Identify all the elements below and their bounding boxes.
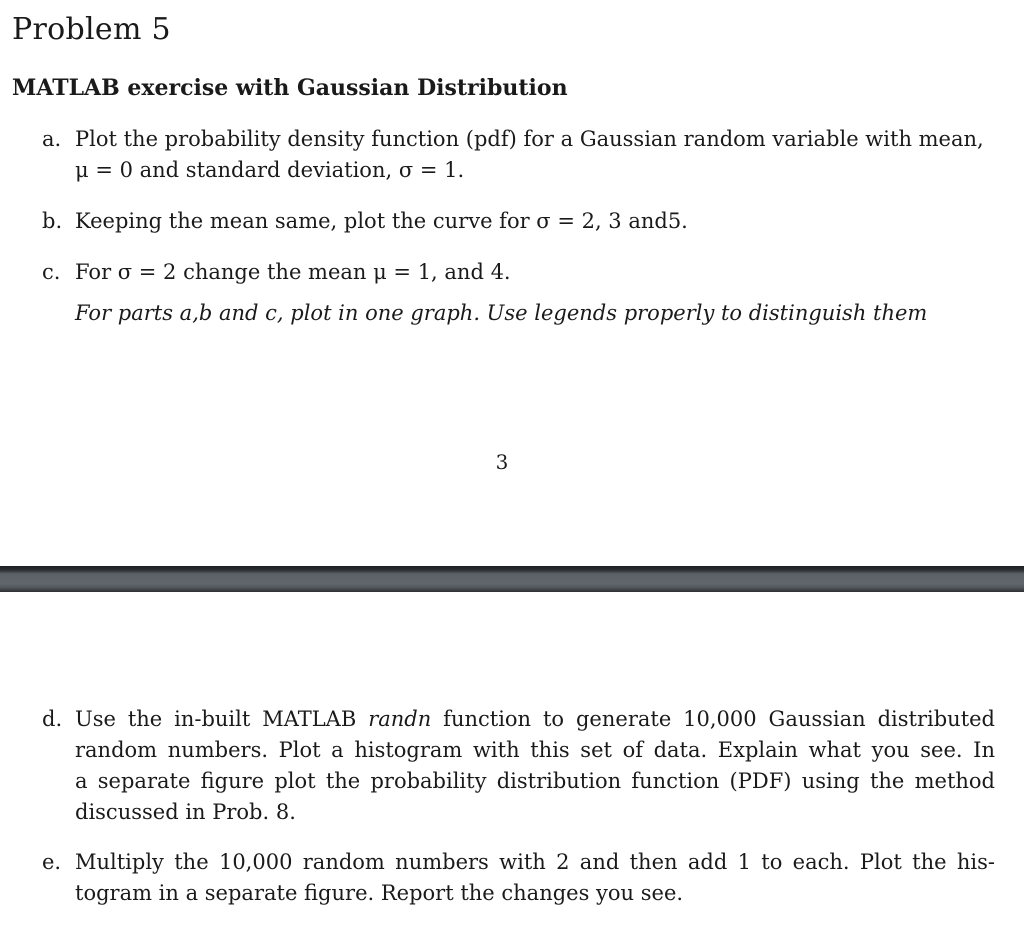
list-item-b-line-1: Keeping the mean same, plot the curve for σ = 2, 3 and5. [75,209,688,233]
list-item-d-line-2: random numbers. Plot a histogram with this set of data. Explain what you see. In [75,738,995,762]
list-item-b [42,206,1002,237]
page-divider [0,566,1024,592]
list-item-d-line-1 [75,704,995,735]
list-item-c-line-1: For σ = 2 change the mean μ = 1, and 4. [75,260,511,284]
section-title: MATLAB exercise with Gaussian Distribution [12,75,568,101]
page-number: 3 [495,450,509,474]
list-marker-e: e. [42,850,62,874]
list-item-a-line-2: μ = 0 and standard deviation, σ = 1. [75,158,465,182]
list-item-d-line-3: a separate figure plot the probability distribution function (PDF) using the method [75,769,995,793]
list-item-d-text [75,704,995,828]
list-marker-d: d. [42,707,63,731]
list-item-d-line-1-post: function to generate 10,000 Gaussian distributed [431,707,996,731]
list-item-a-text [75,124,995,186]
list-item-e-text [75,847,995,909]
list-marker-a: a. [42,127,62,151]
list-marker-c: c. [42,260,61,284]
list-item-a [42,124,1002,186]
problem-title: Problem 5 [12,12,171,47]
randn-function-name: randn [368,707,432,731]
list-item-d-line-4: discussed in Prob. 8. [75,800,296,824]
list-item-c [42,257,1002,288]
list-item-b-text [75,206,995,237]
list-item-d [42,704,1002,828]
list-item-d-line-1-pre: Use the in-built MATLAB [75,707,369,731]
list-item-c-text [75,257,995,288]
instruction-note: For parts a,b and c, plot in one graph. Use legends properly to distinguish them [75,301,928,325]
list-marker-b: b. [42,209,63,233]
list-item-e-line-1: Multiply the 10,000 random numbers with 2 and then add 1 to each. Plot the his- [75,850,995,874]
list-item-e-line-2: togram in a separate figure. Report the changes you see. [75,881,684,905]
list-item-a-line-1: Plot the probability density function (pdf) for a Gaussian random variable with mean, [75,127,984,151]
list-item-e [42,847,1002,909]
